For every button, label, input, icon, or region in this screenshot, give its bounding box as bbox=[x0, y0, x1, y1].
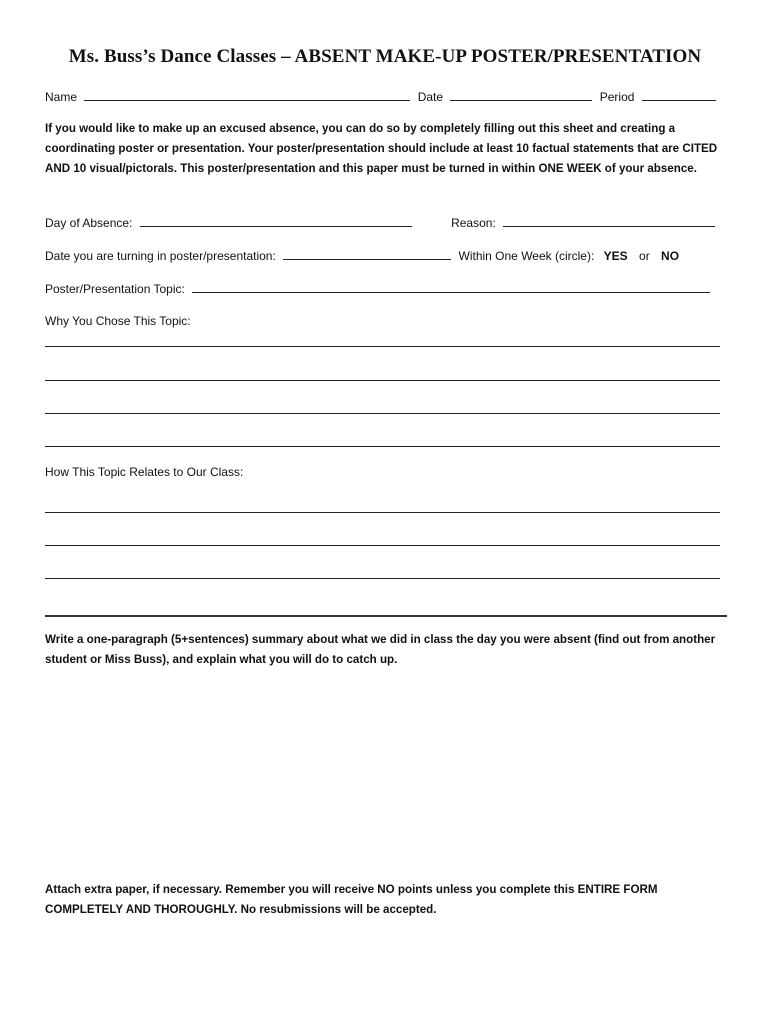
date-label: Date bbox=[417, 90, 444, 104]
day-of-absence-field[interactable] bbox=[140, 215, 412, 227]
turn-in-row bbox=[45, 248, 679, 263]
name-field[interactable] bbox=[84, 89, 410, 101]
relates-label: How This Topic Relates to Our Class: bbox=[45, 465, 244, 479]
why-label: Why You Chose This Topic: bbox=[45, 314, 191, 328]
turn-in-date-field[interactable] bbox=[283, 248, 451, 260]
why-answer-line[interactable] bbox=[45, 446, 720, 447]
day-of-absence-label: Day of Absence: bbox=[45, 216, 133, 230]
footer-note: Attach extra paper, if necessary. Remember you will receive NO points unless you complete this ENTIRE FORM COMPLETELY AND THOROUGHLY. No resubmissions will be accepted. bbox=[45, 883, 658, 916]
header-fields-row bbox=[45, 89, 720, 104]
relates-answer-line[interactable] bbox=[45, 512, 720, 513]
why-answer-line[interactable] bbox=[45, 346, 720, 347]
instructions-paragraph: If you would like to make up an excused absence, you can do so by completely filling out this sheet and creating a coordinating poster or presentation. Your poster/presentation should include at least 10 factual statements that are CITED AND 10 visual/pictorals. This poster/presentation and this paper must be turned in within ONE WEEK of your absence. bbox=[45, 122, 718, 175]
date-field[interactable] bbox=[450, 89, 592, 101]
no-option[interactable]: NO bbox=[661, 249, 680, 263]
period-field[interactable] bbox=[642, 89, 716, 101]
why-answer-line[interactable] bbox=[45, 413, 720, 414]
reason-label: Reason: bbox=[451, 216, 496, 230]
relates-answer-line[interactable] bbox=[45, 545, 720, 546]
or-text: or bbox=[639, 249, 650, 263]
summary-writing-area[interactable] bbox=[45, 680, 725, 870]
reason-field[interactable] bbox=[503, 215, 715, 227]
page-title: Ms. Buss’s Dance Classes – ABSENT MAKE-UP POSTER/PRESENTATION bbox=[68, 46, 702, 67]
name-label: Name bbox=[45, 90, 78, 104]
within-week-label: Within One Week (circle): bbox=[458, 249, 595, 263]
turn-in-date-label: Date you are turning in poster/presentation: bbox=[45, 249, 276, 263]
why-answer-line[interactable] bbox=[45, 380, 720, 381]
period-label: Period bbox=[599, 90, 635, 104]
topic-row bbox=[45, 281, 714, 296]
topic-label: Poster/Presentation Topic: bbox=[45, 282, 185, 296]
section-divider bbox=[45, 615, 727, 617]
yes-option[interactable]: YES bbox=[603, 249, 628, 263]
topic-field[interactable] bbox=[192, 281, 710, 293]
absence-row bbox=[45, 215, 719, 230]
summary-prompt: Write a one-paragraph (5+sentences) summary about what we did in class the day you were absent (find out from another student or Miss Buss), and explain what you will do to catch up. bbox=[45, 633, 716, 666]
relates-answer-line[interactable] bbox=[45, 578, 720, 579]
